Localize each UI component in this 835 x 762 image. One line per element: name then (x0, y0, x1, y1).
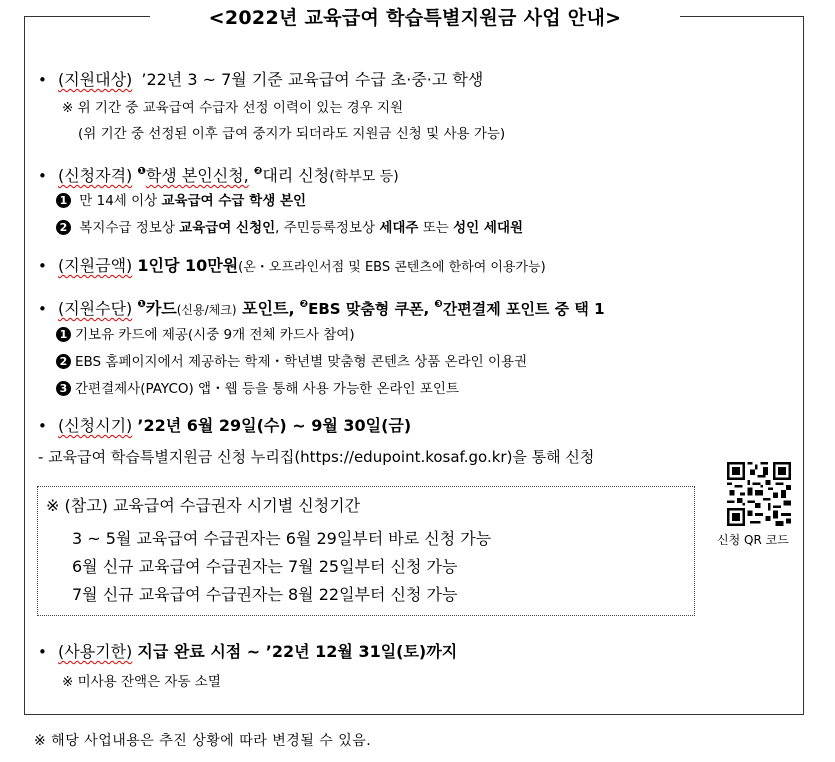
reference-line-3: 7월 신규 교육급여 수급권자는 8월 22일부터 신청 가능 (72, 585, 458, 604)
period-site-line: - 교육급여 학습특별지원금 신청 누리집(https://edupoint.kosaf.go.kr)을 통해 신청 (38, 448, 595, 466)
eligibility-label: (신청자격) (57, 166, 133, 185)
method-option-3: 간편결제 포인트 중 택 1 (442, 300, 605, 318)
number-2-icon: 2 (56, 220, 71, 235)
target-note2: (위 기간 중 선정된 이후 급여 중지가 되더라도 지원금 신청 및 사용 가능) (78, 126, 506, 142)
method-option-1-rest: 포인트, (236, 299, 295, 318)
period-row (38, 414, 411, 438)
amount-row (38, 254, 546, 280)
qr-label: 신청 QR 코드 (717, 533, 789, 547)
method-option-1: 카드 (145, 299, 177, 318)
item-bold: 교육급여 신청인 (179, 220, 276, 236)
eligibility-option-1: 학생 본인신청, (145, 166, 249, 185)
page-title: <2022년 교육급여 학습특별지원금 사업 안내> (208, 7, 622, 29)
item-text: 복지수급 정보상 (79, 220, 180, 236)
target-label: (지원대상) (57, 70, 133, 89)
method-item-1 (56, 324, 355, 346)
item-bold: 교육급여 수급 학생 본인 (161, 193, 307, 209)
usage-note: ※ 미사용 잔액은 자동 소멸 (62, 674, 221, 690)
option-2-marker: ❷ (253, 166, 263, 177)
item-text: 또는 (418, 220, 454, 236)
method-option-1-paren: (신용/체크) (176, 303, 237, 317)
item-bold: 성인 세대원 (453, 220, 524, 236)
target-text: ’22년 3 ~ 7월 기준 교육급여 수급 초·중·고 학생 (141, 70, 484, 89)
period-label: (신청시기) (57, 416, 133, 435)
reference-line-2: 6월 신규 교육급여 수급권자는 7월 25일부터 신청 가능 (72, 557, 458, 576)
option-3-marker: ❸ (434, 299, 443, 310)
eligibility-option-2-paren: (학부모 등) (329, 169, 399, 185)
option-1-marker: ❶ (137, 166, 146, 177)
eligibility-item-2 (56, 217, 523, 239)
number-3-icon: 3 (56, 381, 71, 396)
reference-heading: ※ (참고) 교육급여 수급권자 시기별 신청기간 (46, 496, 361, 515)
number-2-icon: 2 (56, 354, 71, 369)
number-1-icon: 1 (56, 327, 71, 342)
eligibility-option-2: 대리 신청 (262, 166, 330, 185)
bullet: • (38, 167, 47, 185)
amount-paren: (온・오프라인서점 및 EBS 콘텐츠에 한하여 이용가능) (238, 260, 546, 275)
qr-code-icon (727, 462, 791, 526)
eligibility-item-1 (56, 190, 306, 212)
usage-deadline: 지급 완료 시점 ~ ’22년 12월 31일(토)까지 (137, 642, 458, 661)
target-note1: ※ 위 기간 중 교육급여 수급자 선정 이력이 있는 경우 지원 (62, 100, 404, 116)
usage-label: (사용기한) (57, 642, 133, 661)
bullet: • (38, 643, 47, 661)
option-2-marker: ❷ (299, 299, 309, 310)
bullet: • (38, 300, 47, 318)
method-option-2: EBS 맞춤형 쿠폰, (308, 300, 430, 318)
bullet: • (38, 417, 47, 435)
item-text: EBS 홈페이지에서 제공하는 학제・학년별 맞춤형 콘텐츠 상품 온라인 이용권 (75, 354, 528, 370)
reference-line-1: 3 ~ 5월 교육급여 수급권자는 6월 29일부터 바로 신청 가능 (72, 529, 492, 548)
eligibility-row (38, 160, 399, 189)
footer-note: ※ 해당 사업내용은 추진 상황에 따라 변경될 수 있음. (34, 733, 372, 749)
method-row (38, 293, 605, 322)
item-text: , 주민등록정보상 (275, 220, 380, 236)
amount-value: 1인당 10만원 (137, 256, 239, 275)
method-label: (지원수단) (57, 299, 133, 318)
title-wrap (150, 2, 680, 34)
item-text: 기보유 카드에 제공(시중 9개 전체 카드사 참여) (75, 327, 355, 343)
method-item-3 (56, 378, 459, 400)
target-row (38, 68, 483, 92)
item-text: 만 14세 이상 (79, 193, 162, 209)
period-dates: ’22년 6월 29일(수) ~ 9월 30일(금) (137, 416, 412, 435)
option-1-marker: ❶ (137, 299, 146, 310)
usage-row (38, 640, 457, 664)
bullet: • (38, 257, 47, 275)
item-bold: 세대주 (379, 220, 419, 236)
amount-label: (지원금액) (57, 256, 133, 275)
item-text: 간편결제사(PAYCO) 앱・웹 등을 통해 사용 가능한 온라인 포인트 (75, 381, 459, 397)
number-1-icon: 1 (56, 193, 71, 208)
method-item-2 (56, 351, 527, 373)
bullet: • (38, 71, 47, 89)
